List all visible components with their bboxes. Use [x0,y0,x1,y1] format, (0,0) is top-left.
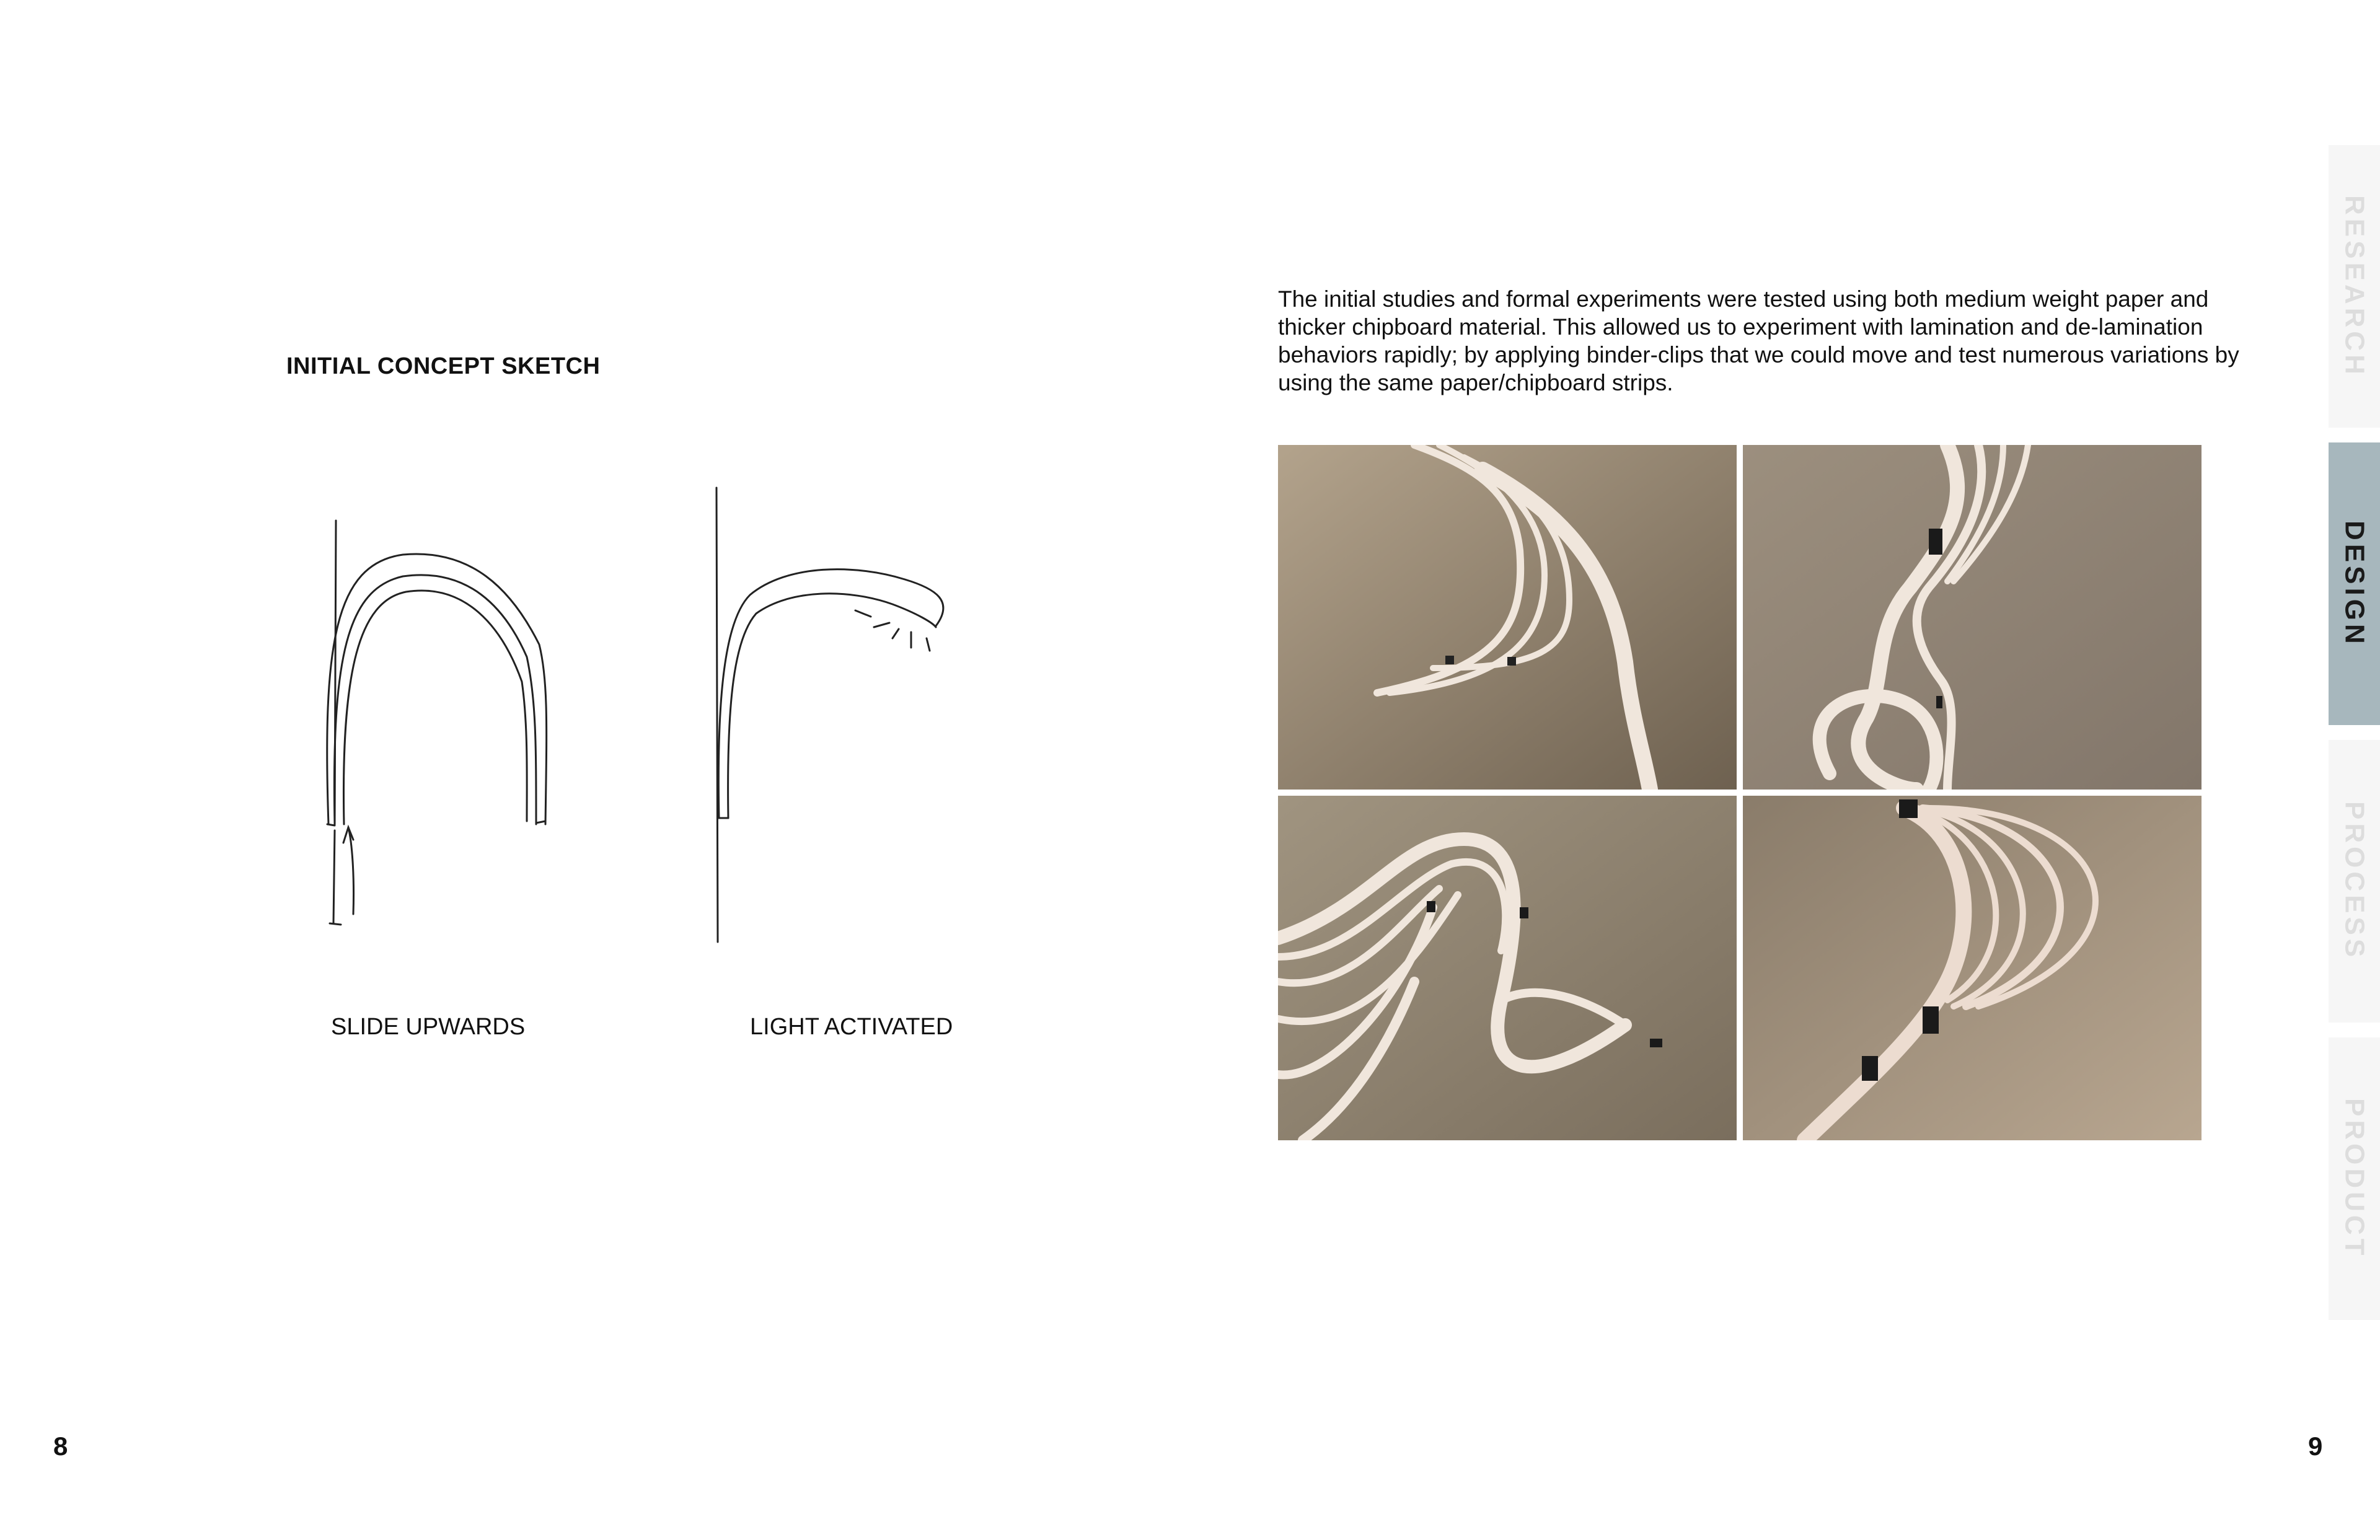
tab-research-label: RESEARCH [2339,195,2370,378]
photo-grid [1278,445,2202,1140]
tab-product[interactable] [2329,1037,2380,1320]
photo-paper-strips-1 [1278,445,1737,790]
concept-sketch [298,459,992,967]
photo-paper-strips-3 [1278,796,1737,1140]
tab-process[interactable] [2329,740,2380,1023]
tab-research[interactable] [2329,145,2380,428]
page-number-right: 9 [2308,1432,2323,1461]
page-number-left: 8 [53,1432,68,1461]
photo-paper-strips-4 [1743,796,2202,1140]
photo-paper-strips-2 [1743,445,2202,790]
caption-light-activated: LIGHT ACTIVATED [750,1014,953,1040]
body-paragraph: The initial studies and formal experiments were tested using both medium weight paper and thicker chipboard material. This allowed us to experiment with lamination and de-lamination behaviors rapidly; by applying binder-clips that we could move and test numerous variations by using the same paper/chipboard strips. [1278,286,2239,395]
tab-design[interactable] [2329,442,2380,725]
section-tabs [2329,145,2380,1322]
tab-product-label: PRODUCT [2339,1098,2370,1259]
tab-process-label: PROCESS [2339,801,2370,961]
section-heading: INITIAL CONCEPT SKETCH [286,353,601,379]
caption-slide-upwards: SLIDE UPWARDS [331,1014,526,1040]
tab-design-label: DESIGN [2339,520,2370,648]
